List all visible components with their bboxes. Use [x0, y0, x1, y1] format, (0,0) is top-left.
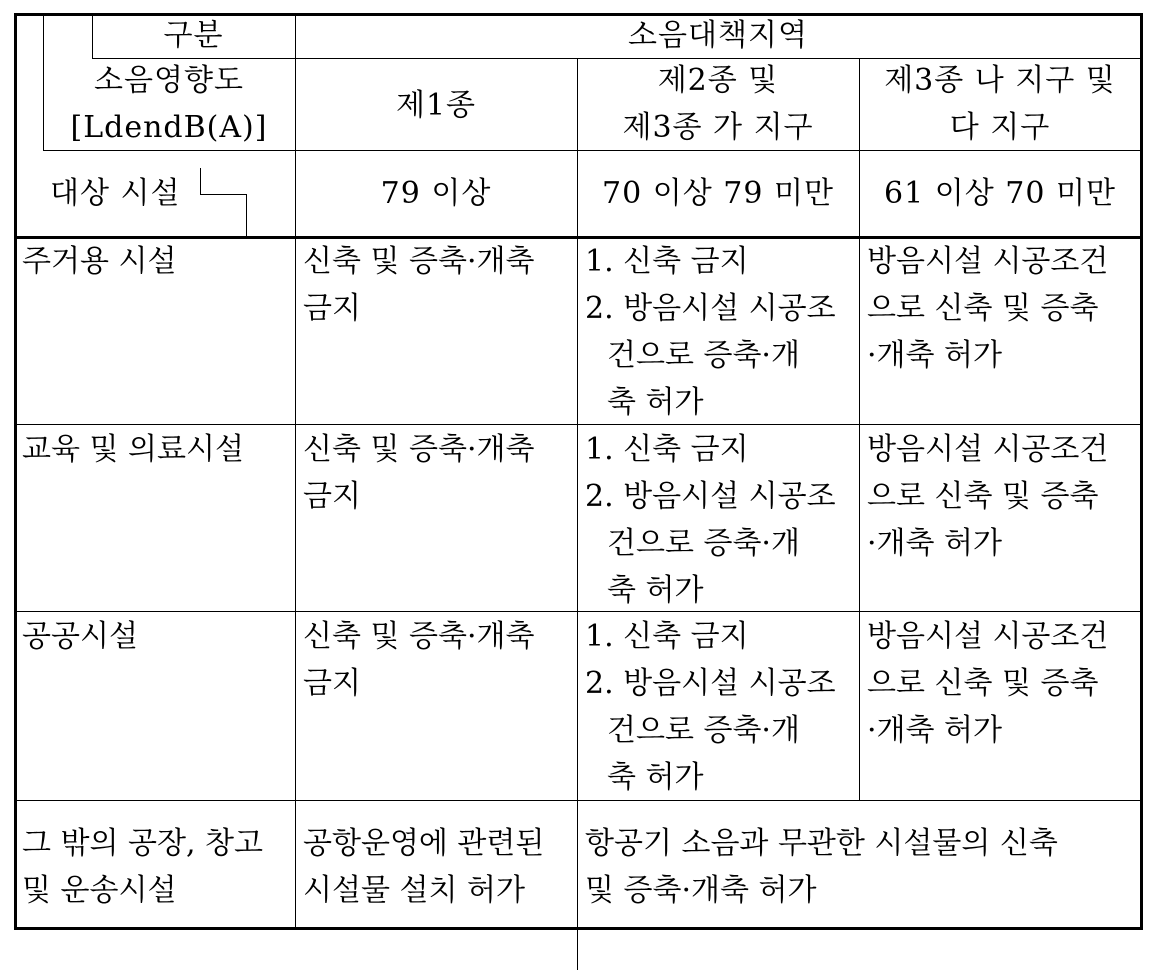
line-col-c-lower: [577, 800, 578, 930]
header-col3-l2: 다 지구: [949, 110, 1051, 145]
stair-v4: [246, 194, 247, 236]
header-range3: 61 이상 70 미만: [884, 176, 1116, 211]
line-row-3: [16, 800, 1141, 801]
header-col3-l1: 제3종 나 지구 및: [884, 63, 1116, 98]
row1-facility: 주거용 시설: [22, 244, 177, 279]
row1-c3: 방음시설 시공조건 으로 신축 및 증축 ·개축 허가: [867, 244, 1109, 373]
header-division: 구분: [163, 18, 224, 53]
row2-c1: 신축 및 증축·개축 금지: [303, 432, 535, 514]
line-col-a: [295, 16, 296, 928]
row1-c2: 1. 신축 금지 2. 방음시설 시공조 건으로 증축·개 축 허가: [585, 244, 836, 420]
row4-facility: 그 밖의 공장, 창고 및 운송시설: [22, 826, 264, 908]
row3-c3: 방음시설 시공조건 으로 신축 및 증축 ·개축 허가: [867, 619, 1109, 748]
stair-h3: [200, 194, 246, 195]
row4-c1: 공항운영에 관련된 시설물 설치 허가: [303, 826, 545, 908]
header-col2-l1: 제2종 및: [657, 63, 779, 98]
row1-c1: 신축 및 증축·개축 금지: [303, 244, 535, 326]
header-noise-area: 소음대책지역: [628, 18, 808, 53]
row3-c1: 신축 및 증축·개축 금지: [303, 619, 535, 701]
row3-c2: 1. 신축 금지 2. 방음시설 시공조 건으로 증축·개 축 허가: [585, 619, 836, 795]
stair-v3: [200, 168, 201, 194]
row3-facility: 공공시설: [22, 619, 138, 654]
header-noise-impact: 소음영향도: [94, 63, 244, 98]
header-col2-l2: 제3종 가 지구: [622, 110, 814, 145]
header-range1: 79 이상: [380, 176, 492, 211]
header-target-facility: 대상 시설: [50, 176, 181, 211]
line-row-2: [16, 611, 1141, 612]
row2-facility: 교육 및 의료시설: [22, 432, 244, 467]
header-range2: 70 이상 79 미만: [602, 176, 834, 211]
line-row-1: [16, 424, 1141, 425]
row4-c23: 항공기 소음과 무관한 시설물의 신축 및 증축·개축 허가: [585, 826, 1058, 908]
header-noise-unit: [LdendB(A)]: [70, 110, 268, 145]
row2-c3: 방음시설 시공조건 으로 신축 및 증축 ·개축 허가: [867, 432, 1109, 561]
row2-c2: 1. 신축 금지 2. 방음시설 시공조 건으로 증축·개 축 허가: [585, 432, 836, 608]
header-col1: 제1종: [395, 88, 477, 123]
